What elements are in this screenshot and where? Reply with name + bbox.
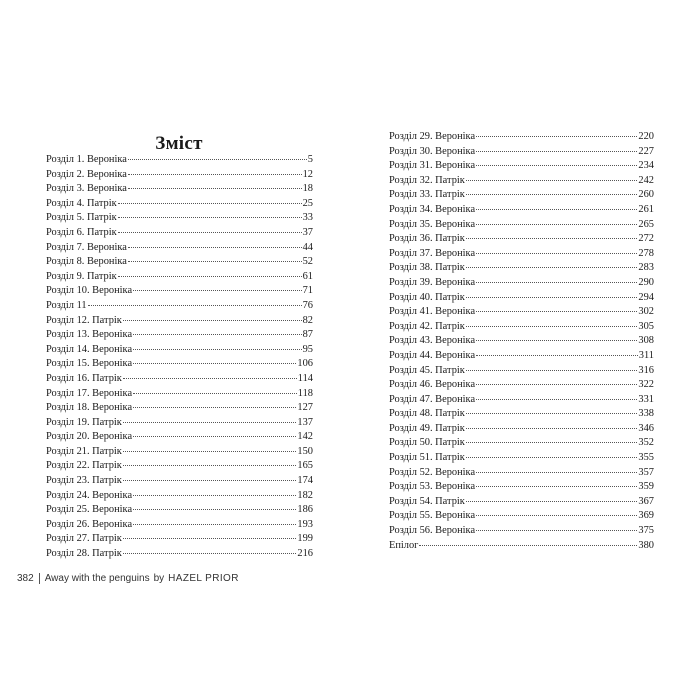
toc-entry [389,276,654,291]
toc-entry [389,232,654,247]
toc-leader-dots [476,515,637,516]
toc-leader-dots [476,486,637,487]
toc-entry-label: Розділ 45. Патрік [389,364,465,376]
toc-entry-page: 242 [638,174,654,186]
toc-entry-page: 355 [638,452,654,464]
toc-entry-label: Розділ 23. Патрік [46,475,122,487]
toc-entry [389,145,654,160]
toc-entry-label: Розділ 38. Патрік [389,262,465,274]
toc-entry-label: Розділ 42. Патрік [389,320,465,332]
toc-entry-page: 186 [297,504,313,516]
toc-leader-dots [128,188,302,189]
toc-entry-label: Розділ 28. Патрік [46,548,122,560]
toc-entry-label: Розділ 52. Вероніка [389,466,476,478]
toc-leader-dots [118,217,302,218]
toc-leader-dots [466,297,638,298]
toc-entry [389,203,654,218]
toc-entry-page: 283 [638,262,654,274]
toc-entry [389,174,654,189]
toc-leader-dots [476,253,637,254]
toc-entry [46,226,313,241]
toc-entry-label: Розділ 55. Вероніка [389,510,476,522]
toc-leader-dots [123,422,297,423]
toc-leader-dots [476,472,637,473]
toc-entry-page: 165 [297,460,313,472]
toc-entry-label: Розділ 18. Вероніка [46,402,133,414]
toc-entry [46,416,313,431]
footer-divider [39,573,40,584]
toc-entry-label: Розділ 27. Патрік [46,533,122,545]
toc-entry-label: Розділ 11 [46,299,87,311]
toc-entry-label: Розділ 9. Патрік [46,270,117,282]
toc-entry [389,349,654,364]
toc-leader-dots [476,355,638,356]
toc-leader-dots [123,320,302,321]
toc-entry-label: Розділ 32. Патрік [389,174,465,186]
toc-leader-dots [128,159,307,160]
toc-entry-label: Розділ 34. Вероніка [389,203,476,215]
toc-leader-dots [419,545,637,546]
toc-leader-dots [476,136,637,137]
toc-leader-dots [466,428,638,429]
toc-leader-dots [476,530,637,531]
toc-entry [46,474,313,489]
toc-entry [389,320,654,335]
toc-leader-dots [133,290,302,291]
toc-entry [389,218,654,233]
toc-entry-page: 106 [297,358,313,370]
toc-entry-page: 308 [638,335,654,347]
toc-leader-dots [466,413,638,414]
toc-entry [389,466,654,481]
toc-leader-dots [476,209,637,210]
toc-entry-label: Розділ 40. Патрік [389,291,465,303]
toc-entry-label: Розділ 7. Вероніка [46,241,127,253]
toc-leader-dots [133,495,296,496]
toc-entry-page: 150 [297,445,313,457]
toc-entry-label: Розділ 35. Вероніка [389,218,476,230]
toc-entry-label: Розділ 53. Вероніка [389,481,476,493]
toc-leader-dots [133,349,302,350]
footer-page-number: 382 [17,573,34,584]
toc-entry [389,247,654,262]
toc-leader-dots [123,378,297,379]
toc-entry-label: Розділ 51. Патрік [389,452,465,464]
toc-leader-dots [133,393,297,394]
toc-entry-label: Розділ 5. Патрік [46,212,117,224]
toc-leader-dots [128,247,302,248]
toc-entry-page: 357 [638,466,654,478]
toc-entry-label: Розділ 49. Патрік [389,422,465,434]
toc-entry [389,291,654,306]
toc-entry-label: Розділ 21. Патрік [46,445,122,457]
toc-entry-page: 61 [302,270,313,282]
toc-entry-label: Епілог [389,539,419,551]
toc-entry [46,197,313,212]
toc-entry [46,357,313,372]
page-footer [17,573,239,584]
toc-leader-dots [476,282,637,283]
toc-entry-page: 322 [638,379,654,391]
toc-entry-label: Розділ 31. Вероніка [389,160,476,172]
toc-entry-label: Розділ 46. Вероніка [389,379,476,391]
toc-leader-dots [476,311,637,312]
toc-entry [389,378,654,393]
toc-entry-page: 127 [297,402,313,414]
toc-entry-page: 33 [302,212,313,224]
toc-entry [389,524,654,539]
toc-entry-page: 367 [638,495,654,507]
toc-entry [389,261,654,276]
toc-entry [389,305,654,320]
toc-entry-page: 12 [302,168,313,180]
toc-leader-dots [133,363,296,364]
toc-entry-page: 220 [638,131,654,142]
toc-entry [389,539,654,554]
toc-leader-dots [466,238,638,239]
toc-entry-page: 174 [297,475,313,487]
toc-leader-dots [466,457,638,458]
toc-entry [46,503,313,518]
toc-entry-label: Розділ 4. Патрік [46,197,117,209]
footer-by: by [153,573,165,584]
toc-entry [46,430,313,445]
footer-book-title: Away with the penguins [44,573,150,584]
toc-entry-label: Розділ 48. Патрік [389,408,465,420]
toc-entry [46,489,313,504]
toc-leader-dots [118,232,302,233]
toc-leader-dots [476,399,637,400]
toc-entry-label: Розділ 43. Вероніка [389,335,476,347]
toc-left-column [46,153,313,562]
toc-entry [389,495,654,510]
toc-entry [389,436,654,451]
toc-entry [389,130,654,145]
toc-entry [46,211,313,226]
toc-entry [46,459,313,474]
toc-entry [389,364,654,379]
toc-entry [46,387,313,402]
toc-entry-label: Розділ 20. Вероніка [46,431,133,443]
toc-leader-dots [123,538,297,539]
toc-entry-page: 5 [307,154,313,165]
toc-leader-dots [466,501,638,502]
toc-entry-page: 369 [638,510,654,522]
toc-entry-label: Розділ 39. Вероніка [389,276,476,288]
toc-entry-page: 37 [302,226,313,238]
toc-leader-dots [133,509,296,510]
toc-entry-page: 18 [302,183,313,195]
toc-entry-label: Розділ 37. Вероніка [389,247,476,259]
toc-leader-dots [133,436,296,437]
toc-entry-page: 95 [302,343,313,355]
toc-entry-page: 346 [638,422,654,434]
toc-leader-dots [123,451,297,452]
toc-entry-page: 137 [297,416,313,428]
toc-entry-label: Розділ 22. Патрік [46,460,122,472]
toc-entry-page: 71 [302,285,313,297]
toc-entry-page: 294 [638,291,654,303]
toc-entry [389,451,654,466]
toc-leader-dots [466,194,638,195]
toc-leader-dots [466,326,638,327]
toc-entry [389,509,654,524]
toc-entry [46,182,313,197]
toc-entry-label: Розділ 50. Патрік [389,437,465,449]
toc-entry-page: 316 [638,364,654,376]
toc-leader-dots [476,340,637,341]
toc-entry [46,532,313,547]
toc-entry-label: Розділ 14. Вероніка [46,343,133,355]
toc-entry-label: Розділ 2. Вероніка [46,168,127,180]
toc-entry [46,299,313,314]
toc-entry-page: 305 [638,320,654,332]
toc-entry-label: Розділ 12. Патрік [46,314,122,326]
toc-leader-dots [133,334,302,335]
toc-entry-page: 260 [638,189,654,201]
toc-entry-label: Розділ 47. Вероніка [389,393,476,405]
toc-entry-page: 87 [302,329,313,341]
toc-leader-dots [466,267,638,268]
toc-entry [46,168,313,183]
toc-entry [46,284,313,299]
toc-entry-page: 290 [638,276,654,288]
toc-entry-label: Розділ 54. Патрік [389,495,465,507]
page-title: Зміст [155,132,203,154]
toc-entry-page: 311 [638,349,654,361]
toc-entry-page: 118 [297,387,313,399]
toc-entry-page: 331 [638,393,654,405]
toc-entry-label: Розділ 16. Патрік [46,372,122,384]
toc-leader-dots [476,165,637,166]
toc-entry-page: 216 [297,548,313,560]
toc-entry [46,241,313,256]
toc-entry-page: 278 [638,247,654,259]
toc-entry-label: Розділ 44. Вероніка [389,349,476,361]
toc-entry-page: 265 [638,218,654,230]
toc-entry-label: Розділ 29. Вероніка [389,131,476,142]
toc-entry [46,343,313,358]
toc-entry-page: 375 [638,525,654,537]
toc-entry [46,153,313,168]
toc-leader-dots [88,305,302,306]
toc-entry-label: Розділ 41. Вероніка [389,306,476,318]
toc-entry-label: Розділ 6. Патрік [46,226,117,238]
toc-entry-label: Розділ 30. Вероніка [389,145,476,157]
toc-entry [46,270,313,285]
toc-entry [46,372,313,387]
toc-entry-page: 182 [297,489,313,501]
toc-leader-dots [118,276,302,277]
toc-entry-page: 142 [297,431,313,443]
toc-leader-dots [128,174,302,175]
toc-leader-dots [476,151,637,152]
toc-entry-page: 82 [302,314,313,326]
toc-entry [389,407,654,422]
toc-entry-page: 261 [638,203,654,215]
toc-entry [389,334,654,349]
toc-entry-label: Розділ 15. Вероніка [46,358,133,370]
toc-entry-page: 114 [297,372,313,384]
toc-entry-label: Розділ 8. Вероніка [46,256,127,268]
toc-entry-page: 302 [638,306,654,318]
toc-entry-label: Розділ 19. Патрік [46,416,122,428]
toc-entry-page: 352 [638,437,654,449]
toc-leader-dots [123,465,297,466]
toc-entry-page: 52 [302,256,313,268]
toc-entry-page: 44 [302,241,313,253]
toc-leader-dots [466,442,638,443]
toc-entry-label: Розділ 13. Вероніка [46,329,133,341]
toc-entry-label: Розділ 24. Вероніка [46,489,133,501]
footer-author: HAZEL PRIOR [168,573,239,584]
toc-entry-page: 380 [638,539,654,551]
toc-entry-label: Розділ 17. Вероніка [46,387,133,399]
toc-entry-label: Розділ 25. Вероніка [46,504,133,516]
toc-entry [389,480,654,495]
toc-entry-page: 359 [638,481,654,493]
toc-entry-page: 272 [638,233,654,245]
toc-entry-page: 193 [297,518,313,530]
toc-entry-page: 76 [302,299,313,311]
toc-entry [46,328,313,343]
toc-entry [46,255,313,270]
toc-leader-dots [476,384,637,385]
toc-entry-label: Розділ 56. Вероніка [389,525,476,537]
toc-entry [46,518,313,533]
toc-entry-label: Розділ 10. Вероніка [46,285,133,297]
toc-entry [389,422,654,437]
toc-entry-label: Розділ 1. Вероніка [46,154,127,165]
toc-entry-page: 227 [638,145,654,157]
toc-entry [46,547,313,562]
toc-entry-label: Розділ 36. Патрік [389,233,465,245]
toc-entry [389,159,654,174]
toc-leader-dots [123,553,297,554]
toc-leader-dots [476,224,637,225]
toc-leader-dots [466,370,638,371]
toc-entry [46,401,313,416]
toc-entry-page: 25 [302,197,313,209]
toc-leader-dots [118,203,302,204]
toc-entry [389,188,654,203]
toc-right-column [389,130,654,553]
toc-entry-page: 199 [297,533,313,545]
toc-leader-dots [123,480,297,481]
toc-entry-label: Розділ 26. Вероніка [46,518,133,530]
toc-leader-dots [133,407,296,408]
toc-entry-page: 234 [638,160,654,172]
toc-entry [46,314,313,329]
toc-entry-label: Розділ 3. Вероніка [46,183,127,195]
toc-leader-dots [133,524,296,525]
toc-entry-page: 338 [638,408,654,420]
toc-entry [389,393,654,408]
toc-leader-dots [466,180,638,181]
toc-entry [46,445,313,460]
toc-entry-label: Розділ 33. Патрік [389,189,465,201]
toc-leader-dots [128,261,302,262]
